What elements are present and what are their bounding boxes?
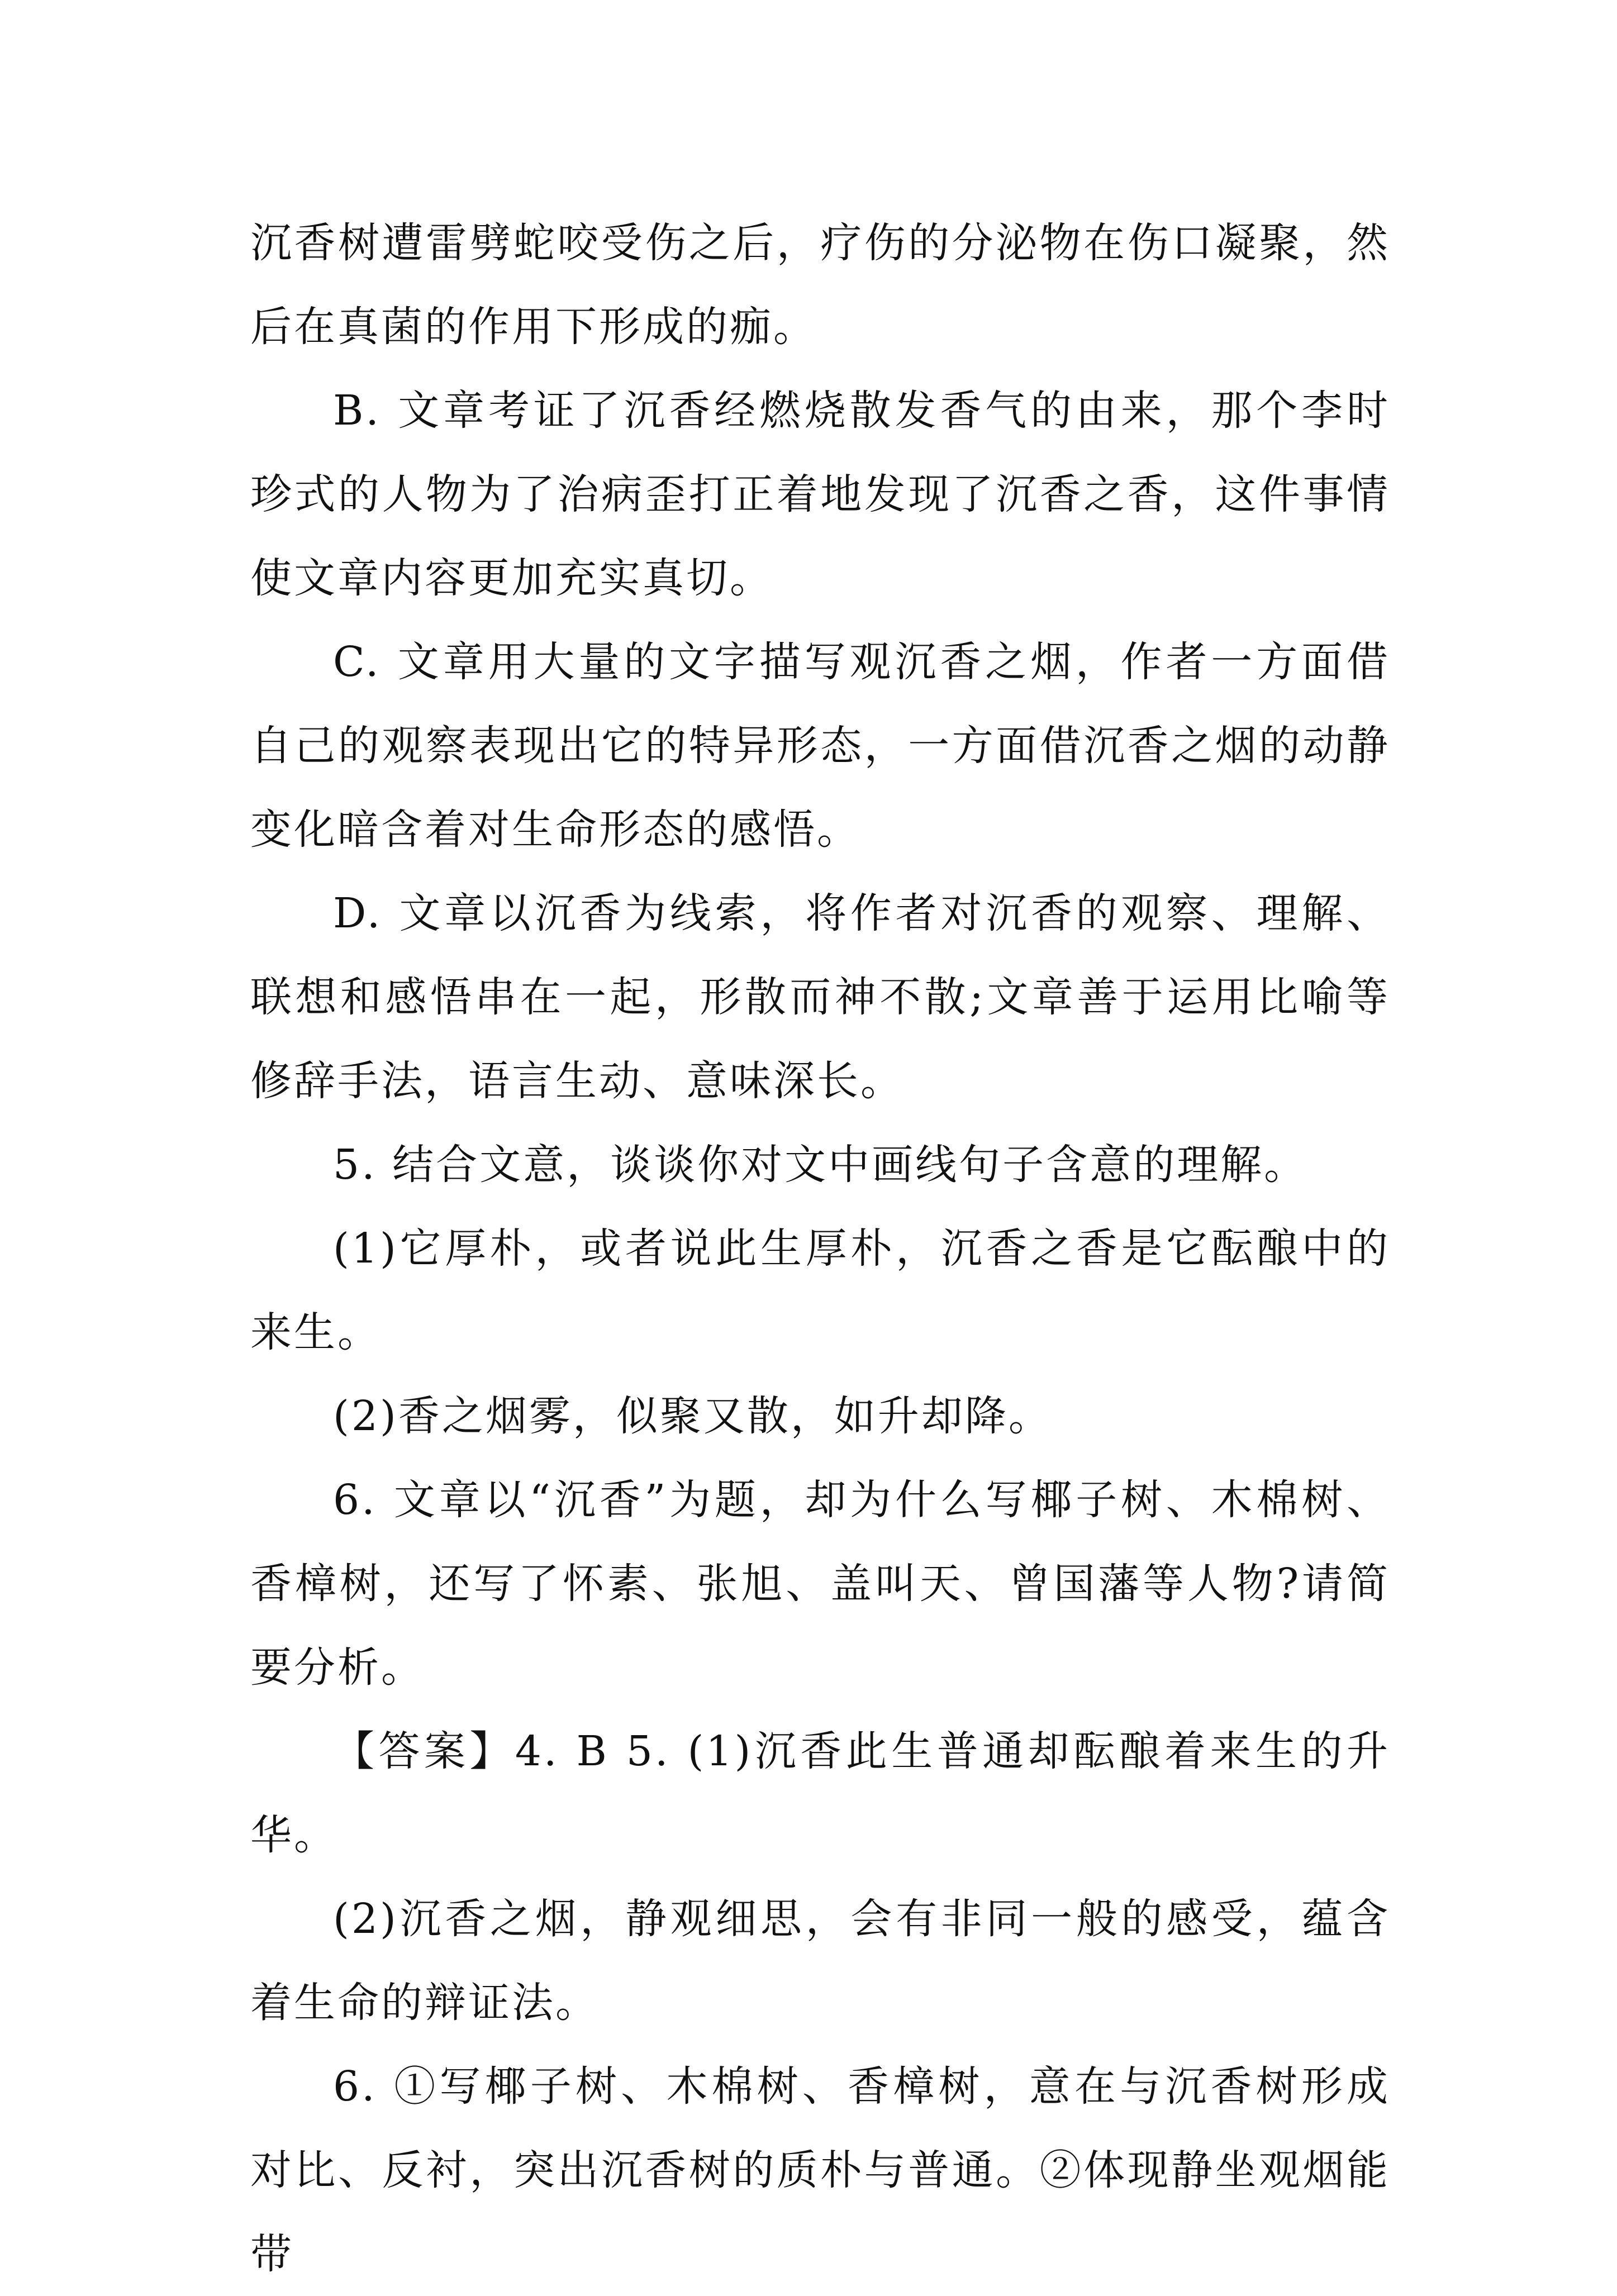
paragraph-answer-5-2: (2)沉香之烟，静观细思，会有非同一般的感受，蕴含着生命的辩证法。 (250, 1895, 1390, 2027)
paragraph-answer: 【答案】4. B 5. (1)沉香此生普通却酝酿着来生的升华。 (250, 1727, 1390, 1859)
paragraph-option-b: B. 文章考证了沉香经燃烧散发香气的由来，那个李时珍式的人物为了治病歪打正着地发现了沉香之香，这件事情使文章内容更加充实真切。 (250, 387, 1390, 602)
paragraph-option-c: C. 文章用大量的文字描写观沉香之烟，作者一方面借自己的观察表现出它的特异形态，一方面借沉香之烟的动静变化暗含着对生命形态的感悟。 (250, 638, 1390, 854)
paragraph-option-d: D. 文章以沉香为线索，将作者对沉香的观察、理解、联想和感悟串在一起，形散而神不散;文章善于运用比喻等修辞手法，语言生动、意味深长。 (250, 889, 1390, 1105)
paragraph-q5-item-2: (2)香之烟雾，似聚又散，如升却降。 (333, 1392, 1052, 1440)
paragraph-continued: 沉香树遭雷劈蛇咬受伤之后，疗伤的分泌物在伤口凝聚，然后在真菌的作用下形成的痂。 (250, 219, 1390, 351)
document-body (250, 201, 1390, 2296)
paragraph-question-5: 5. 结合文意，谈谈你对文中画线句子含意的理解。 (333, 1141, 1308, 1189)
paragraph-q5-item-1: (1)它厚朴，或者说此生厚朴，沉香之香是它酝酿中的来生。 (250, 1225, 1390, 1356)
paragraph-question-6: 6. 文章以“沉香”为题，却为什么写椰子树、木棉树、香樟树，还写了怀素、张旭、盖叫天、曾国藩等人物?请简要分析。 (250, 1476, 1390, 1692)
paragraph-answer-6: 6. ①写椰子树、木棉树、香樟树，意在与沉香树形成对比、反衬，突出沉香树的质朴与普通。②体现静坐观烟能带 (250, 2062, 1390, 2278)
